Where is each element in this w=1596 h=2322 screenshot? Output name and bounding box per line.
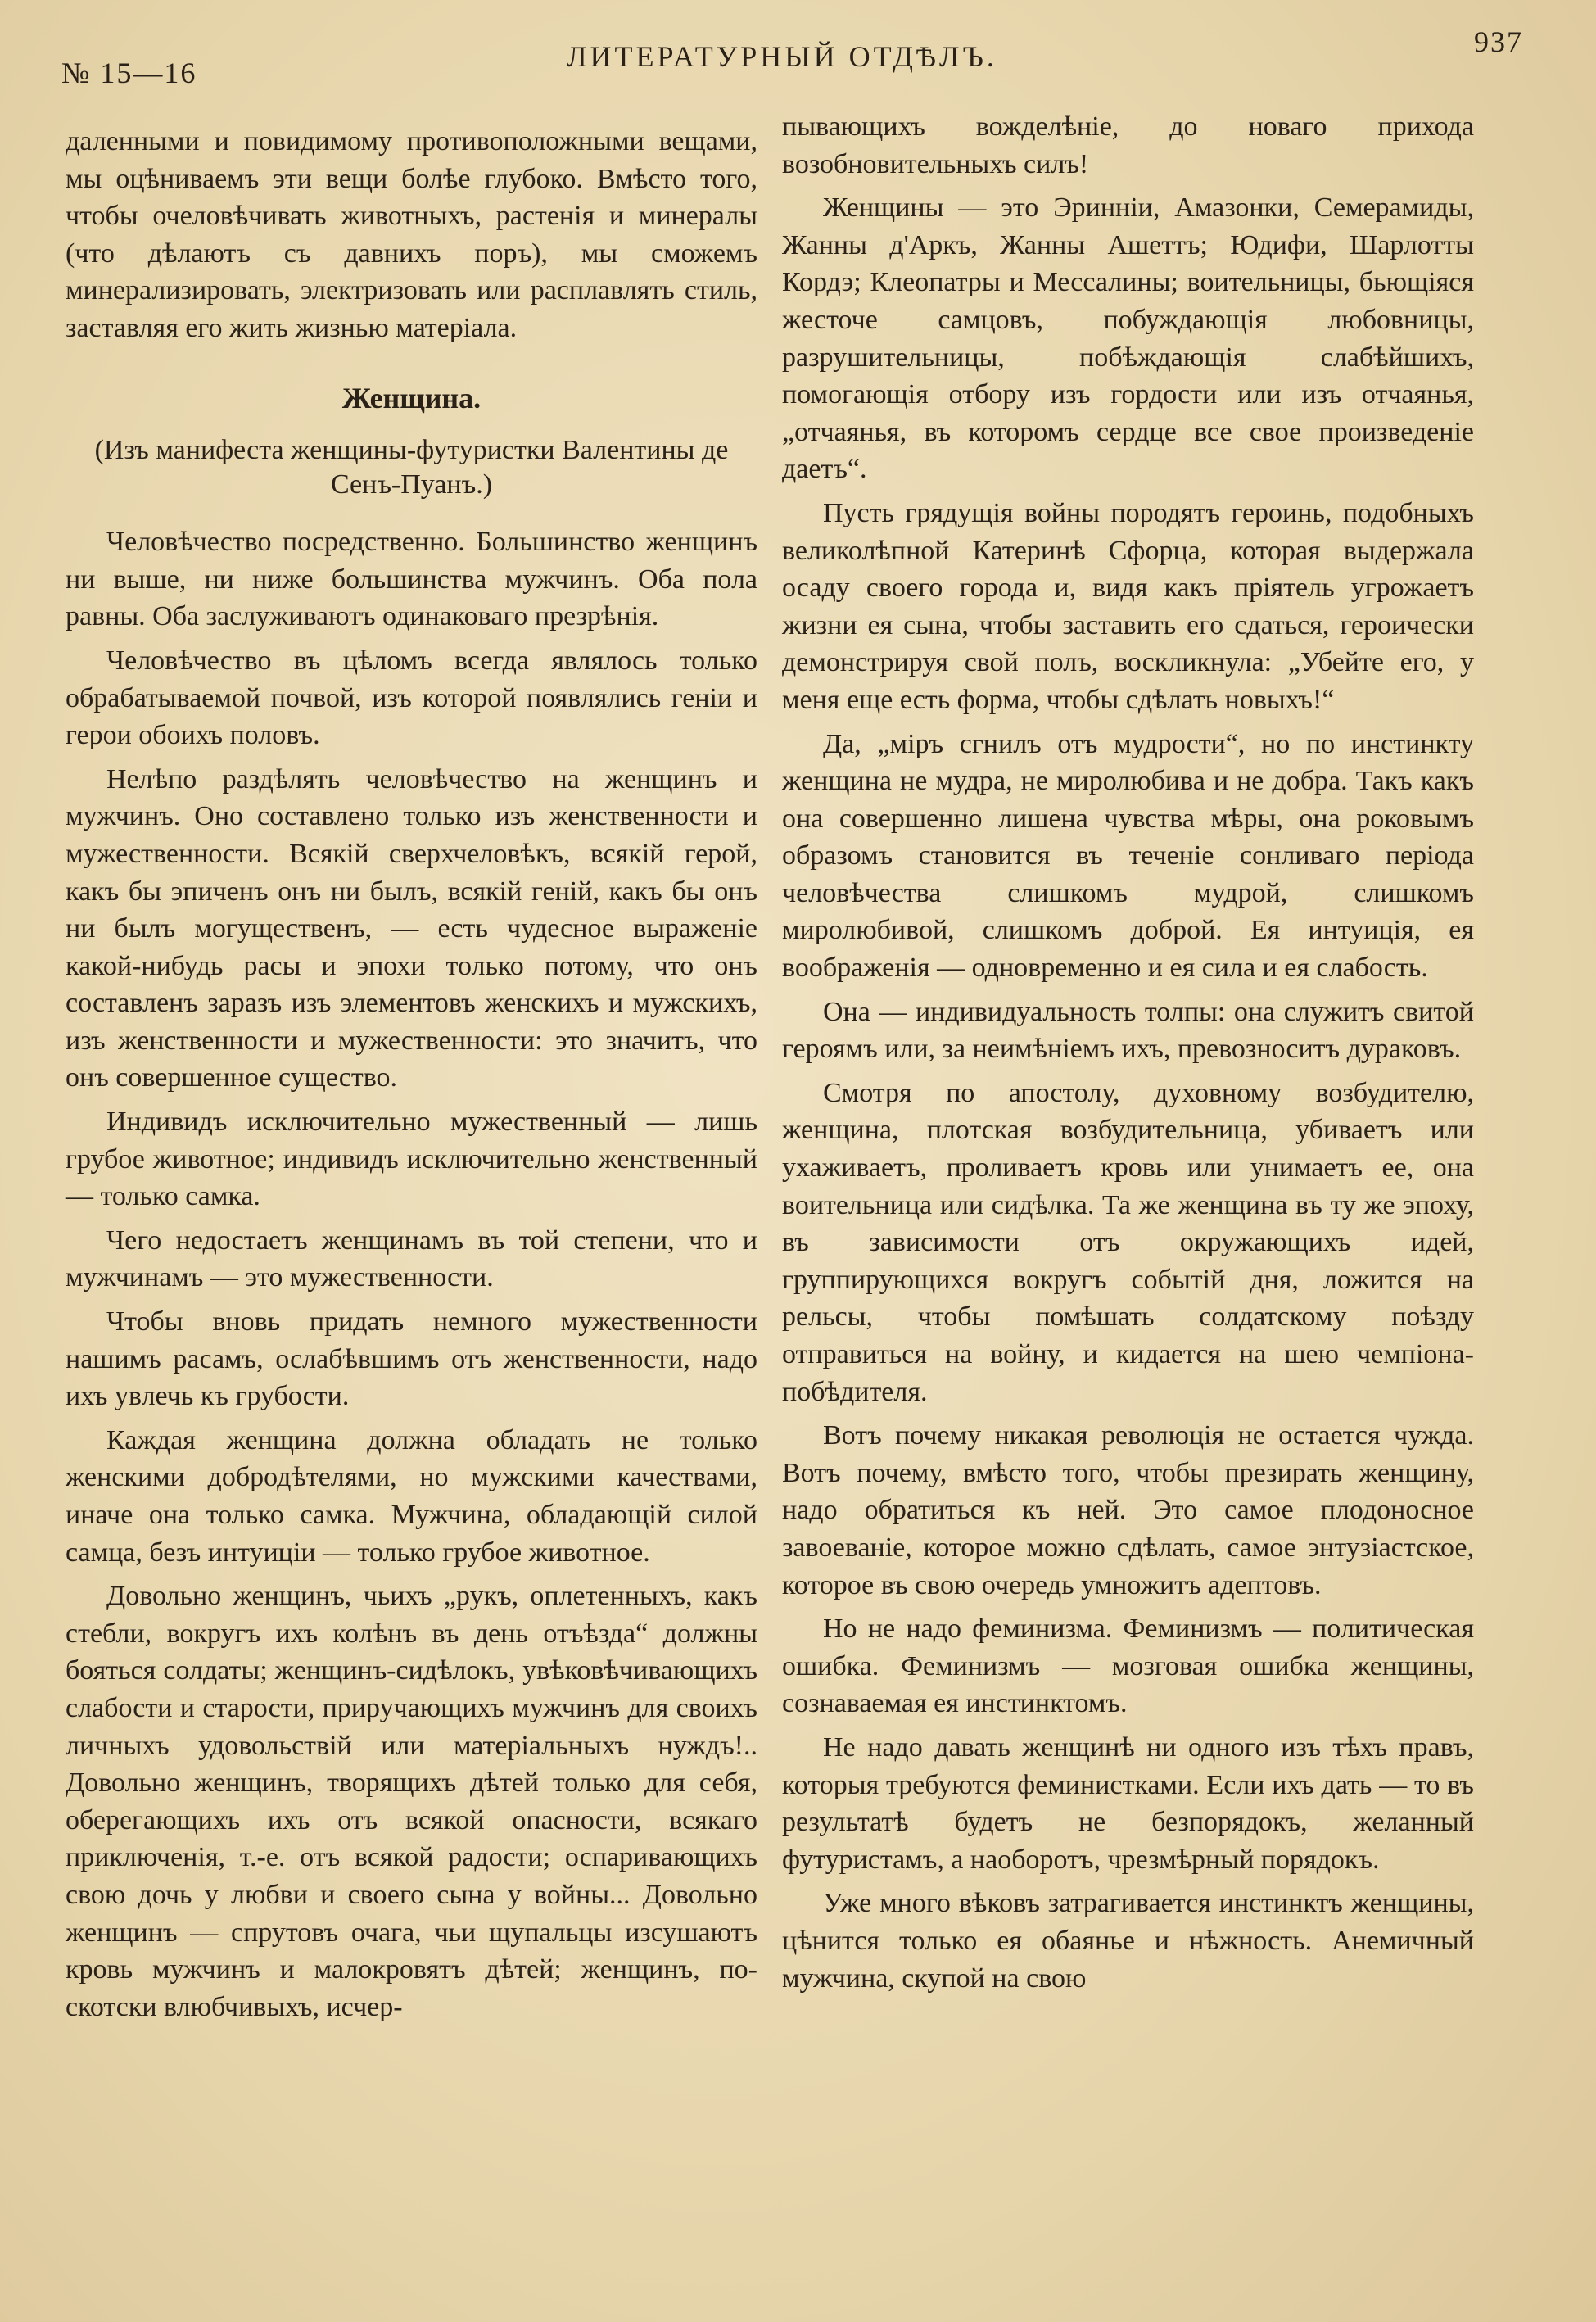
- paragraph: Да, „міръ сгнилъ отъ мудрости“, но по инстинкту женщина не мудра, не миролюбива и не добра. Такъ какъ она совершенно лишена чувства мѣры, она роковымъ образомъ становится въ теченіе сонливаго періода человѣчества слишкомъ мудрой, слишкомъ миролюбивой, слишкомъ доброй. Ея интуиція, ея воображенія — одновременно и ея сила и ея слабость.: [782, 728, 1474, 984]
- issue-number: № 15—16: [61, 57, 197, 89]
- left-column: [66, 123, 757, 2032]
- paragraph: Каждая женщина должна обладать не только женскими добродѣтелями, но мужскими качествами, иначе она только самка. Мужчина, обладающій силой самца, безъ интуиціи — только грубое животное.: [66, 1424, 757, 1568]
- article-subtitle: (Изъ манифеста женщины-футуристки Валентины де Сенъ-Пуанъ.): [94, 435, 729, 500]
- intro-paragraph: даленными и повидимому противоположными вещами, мы оцѣниваемъ эти вещи болѣе глубоко. Вмѣсто того, чтобы очеловѣчивать животныхъ, растенія и минералы (что дѣлаютъ съ давнихъ поръ), мы сможемъ минерализировать, электризовать или расплавлять стиль, заставляя его жить жизнью матеріала.: [66, 126, 757, 343]
- paragraph: Женщины — это Эринніи, Амазонки, Семерамиды, Жанны д'Аркъ, Жанны Ашеттъ; Юдифи, Шарлотты Кордэ; Клеопатры и Мессалины; воительницы, бьющіяся жесточе самцовъ, побуждающія любовницы, разрушительницы, побѣждающія слабѣйшихъ, помогающія отбору изъ гордости или изъ отчаянья, „отчаянья, въ которомъ сердце все свое произведеніе даетъ“.: [782, 192, 1474, 485]
- paragraph: Чего недостаетъ женщинамъ въ той степени, что и мужчинамъ — это мужественности.: [66, 1224, 757, 1293]
- paragraph: Она — индивидуальность толпы: она служитъ свитой героямъ или, за неимѣніемъ ихъ, превозноситъ дураковъ.: [782, 996, 1474, 1065]
- article-title: Женщина.: [341, 381, 482, 414]
- paragraph: Человѣчество посредственно. Большинство женщинъ ни выше, ни ниже большинства мужчинъ. Оба пола равны. Оба заслуживаютъ одинаковаго презрѣнія.: [66, 527, 757, 632]
- right-column: [782, 108, 1474, 2003]
- paragraph: пывающихъ вожделѣніе, до новаго прихода возобновительныхъ силъ!: [782, 111, 1474, 179]
- section-title: ЛИТЕРАТУРНЫЙ ОТДѢЛЪ.: [567, 40, 997, 73]
- paragraph: Чтобы вновь придать немного мужественности нашимъ расамъ, ослабѣвшимъ отъ женственности, надо ихъ увлечь къ грубости.: [66, 1306, 757, 1412]
- paragraph: Вотъ почему никакая революція не остается чужда. Вотъ почему, вмѣсто того, чтобы презирать женщину, надо обратиться къ ней. Это самое плодоносное завоеваніе, которое можно сдѣлать, самое энтузіастское, которое въ свою очередь умножитъ адептовъ.: [782, 1420, 1474, 1600]
- page-number: 937: [1474, 25, 1523, 58]
- paragraph: Не надо давать женщинѣ ни одного изъ тѣхъ правъ, которыя требуются феминистками. Если ихъ дать — то въ результатѣ будетъ не безпорядокъ, желанный футуристамъ, а наоборотъ, чрезмѣрный порядокъ.: [782, 1731, 1474, 1875]
- paragraph: Человѣчество въ цѣломъ всегда являлось только обрабатываемой почвой, изъ которой появлялись геніи и герои обоихъ половъ.: [66, 645, 757, 751]
- page-header: [57, 25, 1523, 89]
- paragraph: Индивидъ исключительно мужественный — лишь грубое животное; индивидъ исключительно женственный — только самка.: [66, 1107, 757, 1212]
- paragraph: Но не надо феминизма. Феминизмъ — политическая ошибка. Феминизмъ — мозговая ошибка женщины, сознаваемая ея инстинктомъ.: [782, 1614, 1474, 1719]
- paragraph: Уже много вѣковъ затрагивается инстинктъ женщины, цѣнится только ея обаянье и нѣжность. Анемичный мужчина, скупой на свою: [782, 1888, 1474, 1994]
- paragraph: Смотря по апостолу, духовному возбудителю, женщина, плотская возбудительница, убиваетъ или ухаживаетъ, проливаетъ кровь или унимаетъ ее, она воительница или сидѣлка. Та же женщина въ ту же эпоху, въ зависимости отъ окружающихъ идей, группирующихся вокругъ событій дня, ложится на рельсы, чтобы помѣшать солдатскому поѣзду отправиться на войну, и кидается на шею чемпіона-побѣдителя.: [782, 1077, 1474, 1407]
- paragraph: Довольно женщинъ, чьихъ „рукъ, оплетенныхъ, какъ стебли, вокругъ ихъ колѣнъ въ день отъѣзда“ должны бояться солдаты; женщинъ-сидѣлокъ, увѣковѣчивающихъ слабости и старости, приручающихъ мужчинъ для своихъ личныхъ удовольствій или матеріальныхъ нуждъ!.. Довольно женщинъ, творящихъ дѣтей только для себя, оберегающихъ ихъ отъ всякой опасности, всякаго приключенія, т.-е. отъ всякой радости; оспаривающихъ свою дочь у любви и своего сына у войны... Довольно женщинъ — спрутовъ очага, чьи щупальцы изсушаютъ кровь мужчинъ и малокровятъ дѣтей; женщинъ, по-скотски влюбчивыхъ, исчер-: [66, 1581, 757, 2022]
- paragraph: Пусть грядущія войны породятъ героинь, подобныхъ великолѣпной Катеринѣ Сфорца, которая выдержала осаду своего города и, видя какъ пріятель угрожаетъ жизни ея сына, чтобы заставить его сдаться, героически демонстрируя свой полъ, воскликнула: „Убейте его, у меня еще есть форма, чтобы сдѣлать новыхъ!“: [782, 497, 1474, 715]
- paragraph: Нелѣпо раздѣлять человѣчество на женщинъ и мужчинъ. Оно составлено только изъ женственности и мужественности. Всякій сверхчеловѣкъ, всякій герой, какъ бы эпиченъ онъ ни былъ, всякій геній, какъ бы онъ ни былъ могущественъ, — есть чудесное выраженіе какой-нибудь расы и эпохи только потому, что онъ составленъ заразъ изъ элементовъ женскихъ и мужскихъ, изъ женственности и мужественности: это значитъ, что онъ совершенное существо.: [66, 763, 757, 1093]
